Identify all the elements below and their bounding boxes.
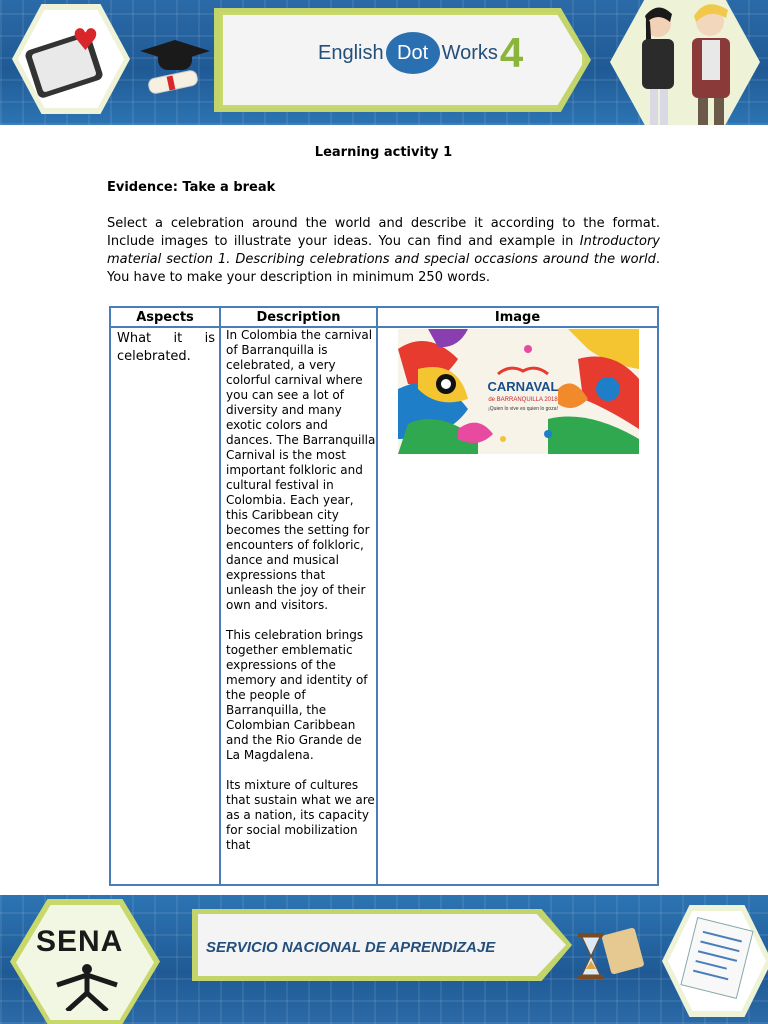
logo-english: English xyxy=(318,41,384,64)
poster-subtitle: de BARRANQUILLA 2018 xyxy=(488,397,558,403)
description-paragraph-1: In Colombia the carnival of Barranquilla is celebrated, a very colorful carnival where you can see a lot of diversity and many exotic colors and dances. The Barranquilla Carnival is the most important folkloric and cultural festival in Colombia. Each year, this Caribbean city becomes the setting for encounters of folkloric, dance and musical expressions that unleash the joy of their own and visitors. xyxy=(226,328,376,612)
aspect-word: it xyxy=(173,331,183,346)
sena-logo-icon xyxy=(52,963,122,1011)
description-paragraph-2: This celebration brings together emblematic expressions of the memory and identity of the people of Barranquilla, the Colombian Caribbean and the Rio Grande de La Magdalena. xyxy=(226,628,368,762)
aspect-word: What xyxy=(117,331,152,346)
instructions-text-2: . You have to make your description in minimum 250 words. xyxy=(107,252,660,285)
description-cell xyxy=(226,328,376,868)
aspect-word: is xyxy=(204,331,215,346)
heart-icon: ♥ xyxy=(72,23,99,58)
table-column-divider xyxy=(376,308,378,884)
institution-name: SERVICIO NACIONAL DE APRENDIZAJE xyxy=(206,939,496,956)
description-paragraph-3: Its mixture of cultures that sustain what we are as a nation, its capacity for social mobilization that xyxy=(226,778,375,852)
evidence-heading: Evidence: Take a break xyxy=(107,180,276,195)
carnival-poster-image xyxy=(398,329,639,454)
header-image: Image xyxy=(494,310,541,325)
logo-works: Works xyxy=(441,41,498,64)
header-description: Description xyxy=(256,310,341,325)
english-dot-works-logo xyxy=(318,28,523,78)
aspect-cell xyxy=(117,330,215,366)
scroll-icon xyxy=(601,927,644,974)
students-illustration xyxy=(610,0,760,125)
activity-table xyxy=(109,306,659,886)
footer-banner xyxy=(0,895,768,1024)
header-aspects: Aspects xyxy=(136,310,194,325)
poster-motto: ¡Quien lo vive es quien lo goza! xyxy=(488,406,558,412)
hourglass-icon xyxy=(578,933,604,979)
logo-dot-bubble: Dot xyxy=(386,32,440,74)
instructions-text-1: Select a celebration around the world and describe it according to the format. Include images to illustrate your ideas. You can find and example in xyxy=(107,216,660,249)
instructions-italic-reference: Introductory material section 1. Describing celebrations and special occasions around the world xyxy=(107,234,660,267)
table-column-divider xyxy=(219,308,221,884)
logo-number: 4 xyxy=(499,29,524,76)
instructions-paragraph xyxy=(107,215,660,287)
carnival-image xyxy=(398,329,639,454)
header-banner xyxy=(0,0,768,125)
graduation-cap-icon xyxy=(140,40,210,100)
poster-title: CARNAVAL xyxy=(487,379,559,394)
aspect-line-2: celebrated. xyxy=(117,349,191,364)
sena-logo-text: SENA xyxy=(36,925,124,958)
students-icon xyxy=(610,0,760,125)
page-title: Learning activity 1 xyxy=(314,145,453,160)
